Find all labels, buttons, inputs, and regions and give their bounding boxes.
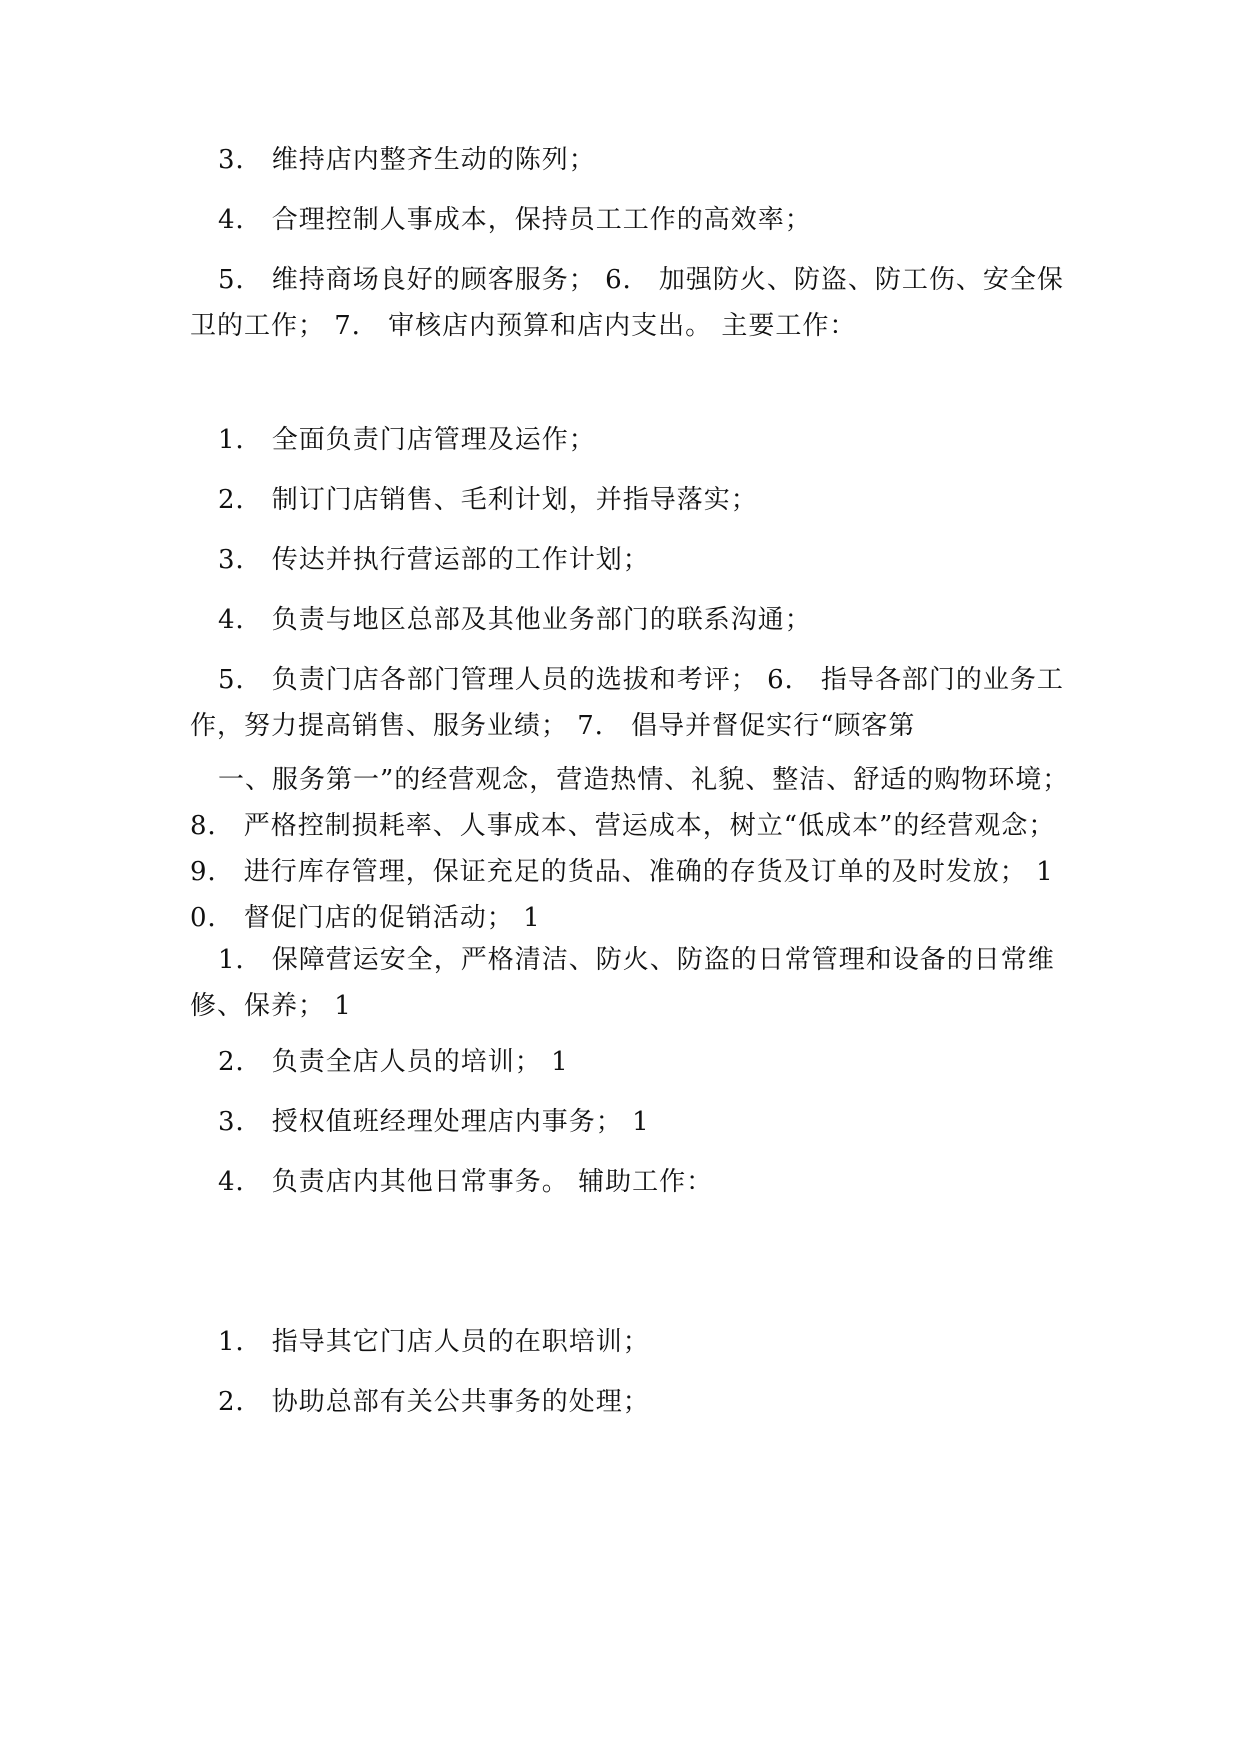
paragraph-9: 一、服务第一”的经营观念，营造热情、礼貌、整洁、舒适的购物环境； 8． 严格控制损耗率、人事成本、营运成本，树立“低成本”的经营观念； 9． 进行库存管理，保证充足的货品、准确的存货及订单的及时发放； 10． 督促门店的促销活动； 1 (190, 765, 1070, 933)
paragraph-3: 5． 维持商场良好的顾客服务； 6． 加强防火、防盗、防工伤、安全保卫的工作； 7． 审核店内预算和店内支出。 主要工作： (190, 265, 1064, 341)
paragraph-8: 5． 负责门店各部门管理人员的选拔和考评； 6． 指导各部门的业务工作，努力提高销售、服务业绩； 7． 倡导并督促实行“顾客第 (190, 665, 1064, 741)
paragraph-6: 3． 传达并执行营运部的工作计划； (218, 545, 650, 575)
paragraph-15: 2． 协助总部有关公共事务的处理； (218, 1387, 650, 1417)
paragraph-13: 4． 负责店内其他日常事务。 辅助工作： (218, 1167, 714, 1197)
paragraph-2: 4． 合理控制人事成本，保持员工工作的高效率； (218, 205, 812, 235)
paragraph-5: 2． 制订门店销售、毛利计划，并指导落实； (218, 485, 758, 515)
paragraph-4: 1． 全面负责门店管理及运作； (218, 425, 596, 455)
paragraph-10: 1． 保障营运安全，严格清洁、防火、防盗的日常管理和设备的日常维修、保养； 1 (190, 945, 1055, 1021)
paragraph-12: 3． 授权值班经理处理店内事务； 1 (218, 1107, 650, 1137)
paragraph-1: 3． 维持店内整齐生动的陈列； (218, 145, 596, 175)
paragraph-14: 1． 指导其它门店人员的在职培训； (218, 1327, 650, 1357)
paragraph-11: 2． 负责全店人员的培训； 1 (218, 1047, 569, 1077)
paragraph-7: 4． 负责与地区总部及其他业务部门的联系沟通； (218, 605, 812, 635)
